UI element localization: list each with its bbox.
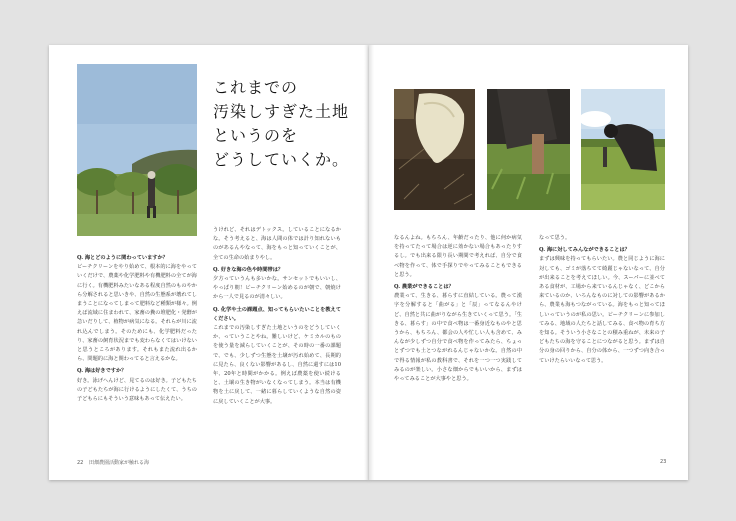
interview-answer: なるんよね。もちろん、年齢だったり、他に何か病気を持ってたって場合は逆に効かない場合もあったりするし。でも出来る限り長い期間で考えれば、自分で食べ物を作って、体で手探りでやってみることもできると思う。 (394, 235, 522, 278)
page-gutter (364, 45, 374, 480)
interview-answer: ビーチクリーンをやり始めて、根本的に海をやっていくだけで、農薬や化学肥料や有機肥料の全てが海に行く。有機肥料みたいなある程度自然のものやから分解されると思いきや、自然の生態系が壊れてしまうことになってしまって肥料など種類が様々。例えば流域に住まわれて、家畜の糞の堆肥化・発酵が急いだりして、植物が病気になる。それらが川に流れ込んでしまう。そのためにも、化学肥料だったり、家畜の飼育状況までも変わらなくてはいけないと思うところがあります。それもまた流れ出るから、問題的に海と関わってると言えるかな。 (77, 264, 197, 363)
article-headline (213, 76, 363, 172)
left-page-column-2 (213, 226, 341, 448)
interview-answer: 夕方っていうんも多いかな。サンセットでもいいし、やっぱり朝！ビーチクリーン始めるのが朝で、朝焼けから一人で見るのが清々しい。 (213, 276, 341, 301)
interview-answer: 農業って、生きる、暮らすに直結している。農って漢字を分解すると「曲がる」と「辰」ってなるんやけど、自然と共に曲がりながら生きていくって思う。「生きる、暮らす」の中で食べ物は一番身近なものやと思うから、もちろん、都会の人や忙しい人も含めて、みんなが少しずつ自分で食べ物を作ってみたら、ちょっとずつでも土とつながれるんじゃないかな。自然の中で得る情報が私の教科書で、それを一つ一つ実践してみるのが楽しい。小さな畑からでもいいから、まずはやってみることが大事やと思う。 (394, 293, 522, 383)
interview-question: Q. 海は好きですか？ (77, 368, 127, 375)
farmer-bending-photo (581, 89, 665, 210)
interview-answer: 好き。泳げへんけど、見てるのは好き。子どもたちの子どもたちが海に行けるようにしたくて、うちの子どもらにもそういう意味もあって伝えたい。 (77, 377, 197, 403)
interview-answer: これまでの汚染しすぎた土地というのをどうしていくか、っていうことやね。難しいけど、ケミカルのものを使う量を減らしていくことが、その時の一番の課題で、でも、少しずつ生態を土壌が汚れ始めて、長期的に見たら、良くない影響があるし、自然に還すには10年、20年と時間がかかる。例えば農薬を使い続けると、土壌の生き物がいなくなってしまう。本当は有機物を土に戻して、一緒に暮らしていくような自然の姿に戻していくことが大事。 (213, 325, 341, 405)
page-number: 22 (77, 460, 84, 466)
interview-answer: まずは興味を持ってもらいたい。農と同じように海に対しても、ゴミが落ちてて綺麗じゃないなって、自分が出来ることを考えてほしい。今、スーパーに並べてある食材が、工場から来ているんじゃなく、どこから来ているのか、いろんなものに対しての影響があるから、農業も海もつながっている。海をもっと知ってほしいっていうのが私の思い。ビーチクリーンに参加してみる、地域の人たちと話してみる、食べ物の育ち方を知る。そういう小さなことの積み重ねが、未来の子どもたちの海を守ることにつながると思う。まずは自分の身の回りから、自分の体から、一つずつ向き合っていけたらいいなって思う。 (539, 256, 665, 364)
left-folio (77, 459, 149, 466)
interview-question: Q. 海に対してみんなができることは？ (539, 247, 630, 254)
hands-in-field-photo (487, 89, 570, 210)
orchard-farmer-photo (77, 64, 197, 236)
page-number: 23 (660, 459, 667, 465)
headline-line: どうしていくか。 (213, 150, 350, 169)
headline-line: 汚染しすぎた土地 (213, 102, 350, 121)
headline-line: というのを (213, 126, 299, 145)
headline-line: これまでの (213, 78, 299, 97)
interview-question: Q. 海とどのように関わっていますか？ (77, 255, 168, 261)
interview-question: Q. 化学や土の課題点、知ってもらいたいことを教えてください。 (213, 306, 341, 322)
interview-answer: うけれど、それはデトックス。していることになるかな。そう考えると、海は人間の体では計り知れないものがあるんやなって、海をもっと知っていくことが、全ての生命の始まりやし。 (213, 227, 341, 261)
right-page-column-2 (539, 234, 665, 448)
interview-question: Q. 好きな海の色や時間帯は？ (213, 266, 284, 273)
right-page-column-1 (394, 234, 522, 448)
right-folio (660, 459, 666, 465)
running-title: 田畑農園活動家が触れる海 (88, 460, 149, 466)
root-vegetable-photo (394, 89, 475, 210)
interview-answer: なって思う。 (539, 235, 571, 241)
interview-question: Q. 農業ができることは？ (394, 284, 454, 291)
left-page-column-1 (77, 252, 197, 448)
